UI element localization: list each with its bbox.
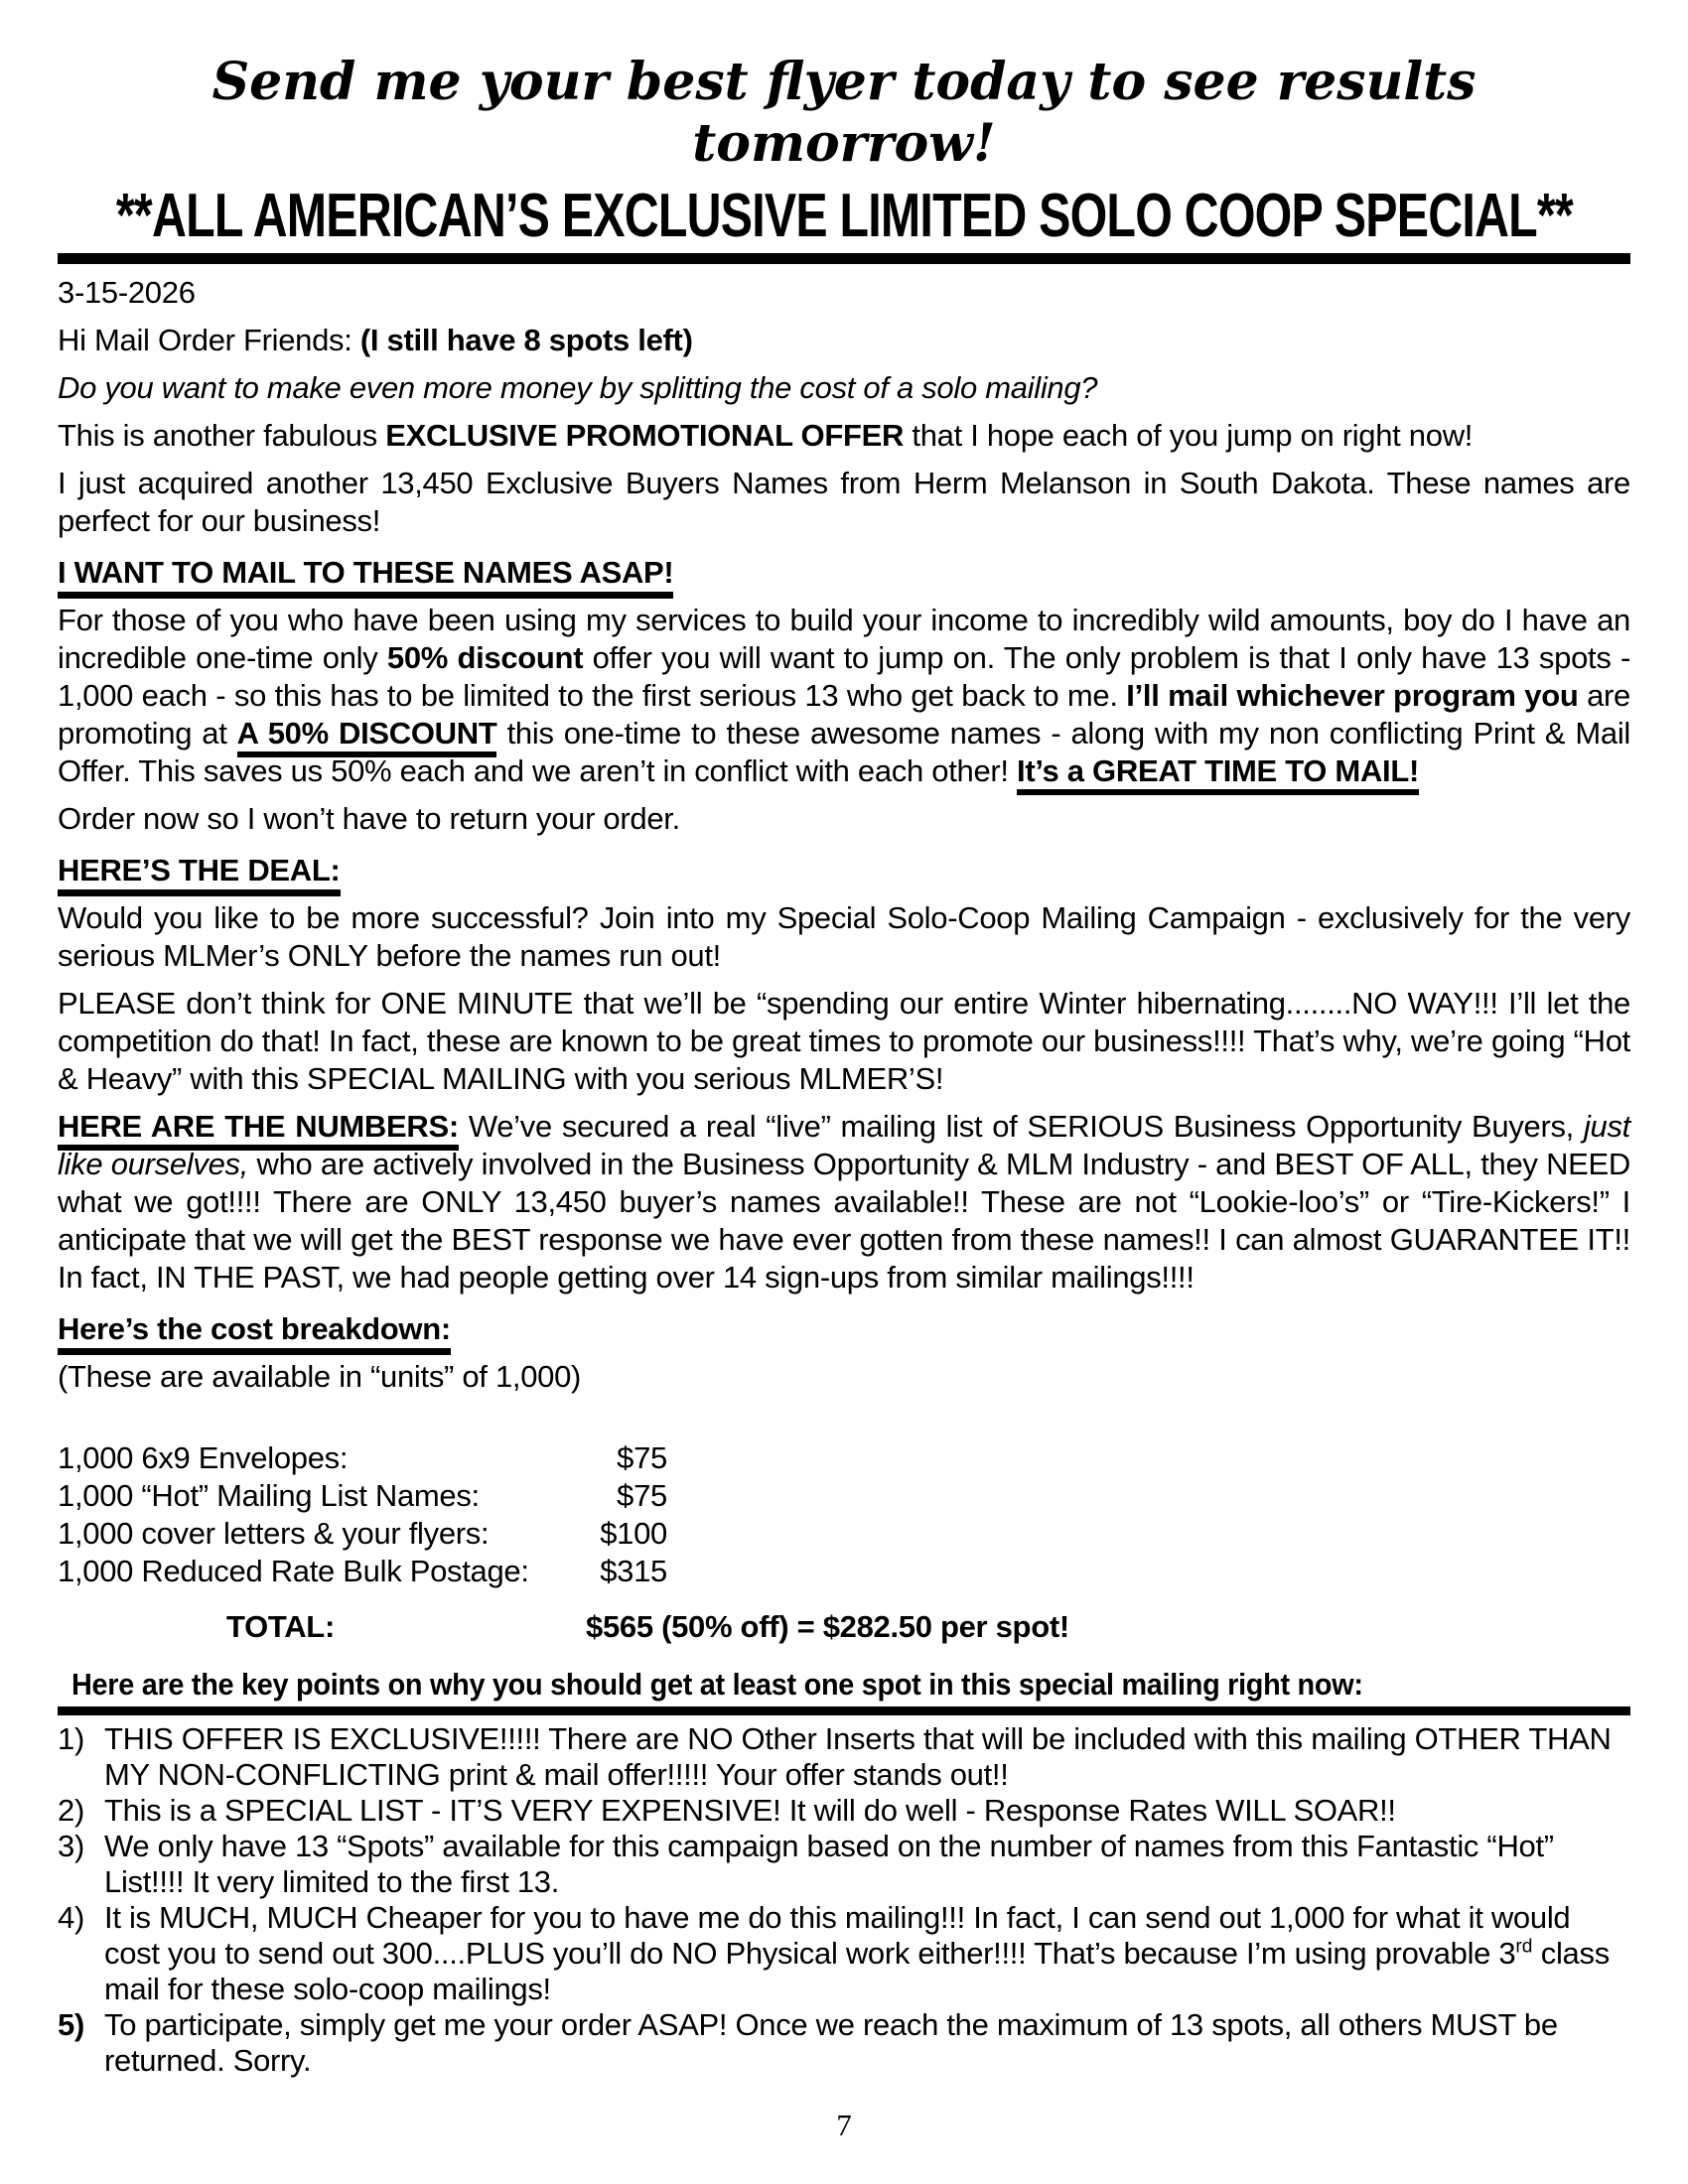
text-segment: this one-time to these awesome names - along with my non conflicting Print & Mail Offer. This saves us 50% each and we aren’t in conflict with each other!: [58, 716, 1630, 788]
paragraph-promo: [58, 417, 1630, 455]
cost-item-price: $100: [600, 1516, 667, 1551]
heading-key-points-text: Here are the key points on why you should get at least one spot in this special mailing right now:: [71, 1667, 1363, 1702]
total-value: $565 (50% off) = $282.50 per spot!: [586, 1609, 1069, 1644]
key-point-text: [104, 1721, 1612, 1792]
text-segment: PLEASE don’t think for ONE MINUTE that we’ll be “spending our entire Winter hibernating........NO WAY!!! I’ll let the competition do that! In fact, these are known to be great times to promote our business!!!! That’s why, we’re going “Hot & Heavy” with this SPECIAL MAILING with you serious MLMER’S!: [58, 986, 1630, 1096]
text-segment: Do you want to make even more money by splitting the cost of a solo mailing?: [58, 370, 1098, 405]
cost-item-label: 1,000 Reduced Rate Bulk Postage:: [58, 1554, 529, 1588]
text-segment: Order now so I won’t have to return your order.: [58, 801, 680, 836]
cost-row: [58, 1439, 1630, 1477]
text-segment: rd: [1515, 1936, 1533, 1958]
paragraph-discount-offer: [58, 602, 1630, 790]
text-segment: 50% discount: [386, 640, 584, 675]
paragraph-greeting: [58, 322, 1630, 359]
total-row: [58, 1608, 1630, 1646]
key-point-text: [104, 1793, 1396, 1828]
cost-item-label: 1,000 “Hot” Mailing List Names:: [58, 1478, 480, 1513]
text-segment: just like ourselves,: [58, 1109, 1630, 1181]
paragraph-here-are-the-numbers: [58, 1108, 1630, 1297]
main-title: **ALL AMERICAN’S EXCLUSIVE LIMITED SOLO COOP SPECIAL**: [115, 182, 1573, 250]
text-segment: We’ve secured a real “live” mailing list of SERIOUS Business Opportunity Buyers,: [458, 1109, 1584, 1144]
heading-cost-breakdown-text: Here’s the cost breakdown:: [58, 1311, 451, 1355]
text-segment: that I hope each of you jump on right now!: [904, 418, 1474, 453]
main-title-rule: [58, 182, 1630, 264]
paragraph-please: [58, 985, 1630, 1098]
heading-mail-asap-text: I WANT TO MAIL TO THESE NAMES ASAP!: [58, 555, 673, 599]
text-segment: It is MUCH, MUCH Cheaper for you to have me do this mailing!!! In fact, I can send out 1,000 for what it would cost you to send out 300....PLUS you’ll do NO Physical work either!!!! That’s because I’m using provable 3: [104, 1900, 1571, 1971]
cost-list: [58, 1439, 1630, 1590]
text-segment: Would you like to be more successful? Join into my Special Solo-Coop Mailing Campaign - exclusively for the very serious MLMer’s ONLY before the names run out!: [58, 900, 1630, 973]
cost-units-note: (These are available in “units” of 1,000): [58, 1359, 582, 1394]
text-segment: I’ll mail whichever program you: [1126, 678, 1579, 713]
text-segment: To participate, simply get me your order ASAP! Once we reach the maximum of 13 spots, all others MUST be returned. Sorry.: [104, 2007, 1558, 2078]
cost-row: [58, 1477, 1630, 1515]
key-point-marker: 5): [58, 2007, 84, 2042]
heading-heres-the-deal: [58, 852, 1630, 889]
cost-row: [58, 1553, 1630, 1590]
key-point-item: [58, 1900, 1630, 2007]
text-segment: For those of you who have been using my services to build your income to incredibly wild amounts, boy do I have an incredible one-time only: [58, 603, 1630, 675]
heading-key-points: [58, 1666, 1630, 1715]
cost-item-price: $315: [600, 1554, 667, 1588]
key-points-list: [58, 1721, 1630, 2079]
key-point-text: [104, 1900, 1610, 2006]
key-point-marker: 2): [58, 1793, 84, 1828]
page-number: 7: [836, 2108, 852, 2142]
key-point-text: [104, 1829, 1554, 1899]
key-point-marker: 3): [58, 1829, 84, 1863]
text-segment: It’s a GREAT TIME TO MAIL!: [1017, 753, 1419, 795]
text-segment: HERE ARE THE NUMBERS:: [58, 1109, 459, 1151]
text-segment: A 50% DISCOUNT: [237, 716, 497, 757]
cost-item-label: 1,000 cover letters & your flyers:: [58, 1516, 490, 1551]
key-point-item: [58, 1829, 1630, 1900]
cost-item-price: $75: [617, 1478, 667, 1513]
heading-mail-asap: [58, 554, 1630, 592]
text-segment: THIS OFFER IS EXCLUSIVE!!!!! There are NO Other Inserts that will be included with this mailing OTHER THAN MY NON-CONFLICTING print & mail offer!!!!! Your offer stands out!!: [104, 1721, 1612, 1792]
text-segment: are promoting at: [58, 678, 1630, 751]
paragraph-order-now: [58, 800, 1630, 838]
text-segment: offer you will want to jump on. The only problem is that I only have 13 spots - 1,000 each - so this has to be limited to the first serious 13 who get back to me.: [58, 640, 1630, 713]
key-point-item: [58, 1721, 1630, 1793]
text-segment: who are actively involved in the Business Opportunity & MLM Industry - and BEST OF ALL, they NEED what we got!!!! There are ONLY 13,450 buyer’s names available!! These are not “Lookie-loo’s” or “Tire-Kickers!” I anticipate that we will get the BEST response we have ever gotten from these names!! I can almost GUARANTEE IT!! In fact, IN THE PAST, we had people getting over 14 sign-ups from similar mailings!!!!: [58, 1147, 1630, 1295]
cost-item-price: $75: [617, 1440, 667, 1475]
text-segment: This is another fabulous: [58, 418, 386, 453]
text-segment: I just acquired another 13,450 Exclusive Buyers Names from Herm Melanson in South Dakota. These names are perfect for our business!: [58, 466, 1630, 538]
paragraph-acquired: [58, 465, 1630, 540]
key-point-item: [58, 2007, 1630, 2079]
text-segment: We only have 13 “Spots” available for this campaign based on the number of names from this Fantastic “Hot” List!!!! It very limited to the first 13.: [104, 1829, 1554, 1899]
cost-row: [58, 1515, 1630, 1553]
heading-cost-breakdown: [58, 1310, 1630, 1348]
heading-heres-the-deal-text: HERE’S THE DEAL:: [58, 853, 341, 896]
key-point-marker: 1): [58, 1721, 84, 1756]
key-point-item: [58, 1793, 1630, 1829]
paragraph-question: [58, 369, 1630, 407]
date-line: 3-15-2026: [58, 275, 196, 310]
text-segment: Hi Mail Order Friends:: [58, 323, 360, 357]
text-segment: class mail for these solo-coop mailings!: [104, 1936, 1610, 2006]
cost-item-label: 1,000 6x9 Envelopes:: [58, 1440, 349, 1475]
text-segment: EXCLUSIVE PROMOTIONAL OFFER: [385, 418, 905, 453]
paragraph-deal: [58, 899, 1630, 975]
text-segment: This is a SPECIAL LIST - IT’S VERY EXPENSIVE! It will do well - Response Rates WILL SOAR!!: [104, 1793, 1396, 1828]
script-tagline: Send me your best flyer today to see results tomorrow!: [211, 52, 1477, 174]
key-point-marker: 4): [58, 1900, 84, 1935]
text-segment: (I still have 8 spots left): [359, 323, 693, 357]
key-point-text: [104, 2007, 1558, 2078]
total-label: TOTAL:: [226, 1609, 335, 1644]
